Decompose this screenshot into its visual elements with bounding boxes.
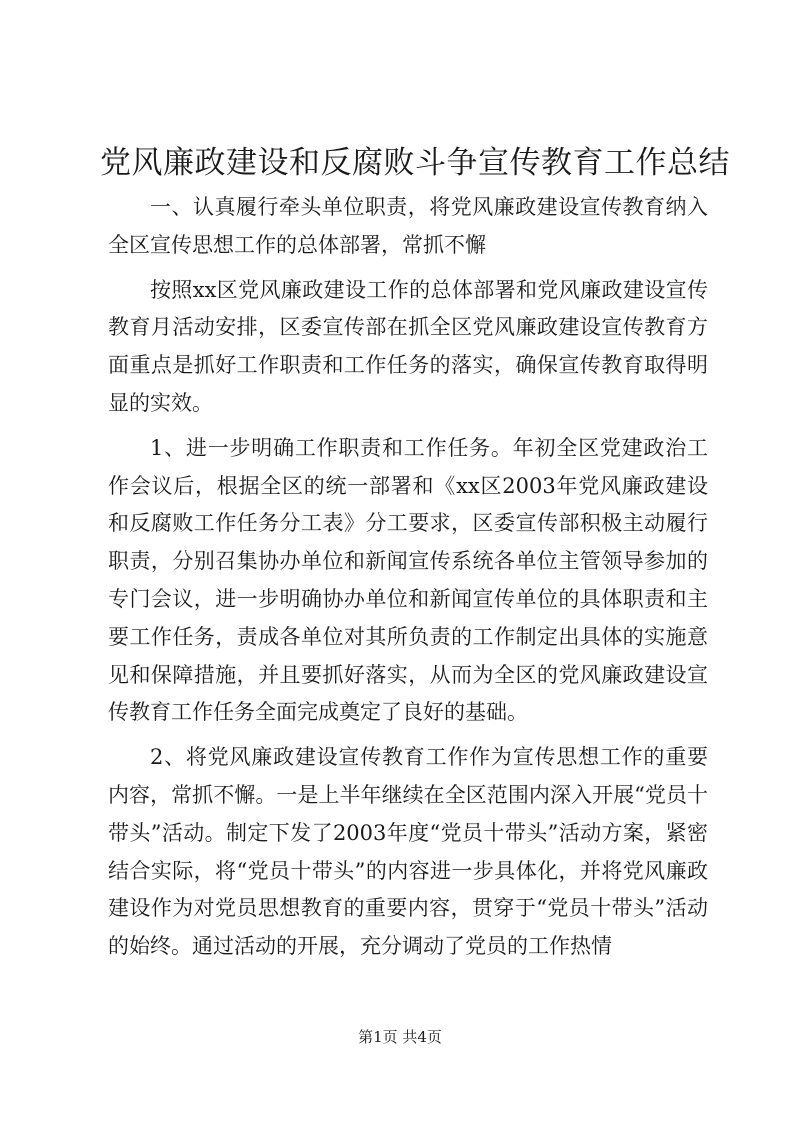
paragraph: 按照xx区党风廉政建设工作的总体部署和党风廉政建设宣传教育月活动安排，区委宣传部在抓全区党风廉政建设宣传教育方面重点是抓好工作职责和工作任务的落实，确保宣传教育取得明显的实效。 <box>108 277 708 415</box>
document-title: 党风廉政建设和反腐败斗争宣传教育工作总结 <box>100 145 730 181</box>
page-number: 第1页 共4页 <box>358 1028 442 1046</box>
page-footer <box>0 1027 800 1047</box>
document-body <box>108 189 708 973</box>
paragraph: 1、进一步明确工作职责和工作任务。年初全区党建政治工作会议后，根据全区的统一部署和《xx区2003年党风廉政建设和反腐败工作任务分工表》分工要求，区委宣传部积极主动履行职责，分别召集协办单位和新闻宣传系统各单位主管领导参加的专门会议，进一步明确协办单位和新闻宣传单位的具体职责和主要工作任务，责成各单位对其所负责的工作制定出具体的实施意见和保障措施，并且要抓好落实，从而为全区的党风廉政建设宣传教育工作任务全面完成奠定了良好的基础。 <box>108 435 708 725</box>
paragraph: 2、将党风廉政建设宣传教育工作作为宣传思想工作的重要内容，常抓不懈。一是上半年继续在全区范围内深入开展“党员十带头”活动。制定下发了2003年度“党员十带头”活动方案，紧密结合实际，将“党员十带头”的内容进一步具体化，并将党风廉政建设作为对党员思想教育的重要内容，贯穿于“党员十带头”活动的始终。通过活动的开展，充分调动了党员的工作热情 <box>108 745 708 959</box>
section-heading-1: 一、认真履行牵头单位职责，将党风廉政建设宣传教育纳入全区宣传思想工作的总体部署，常抓不懈 <box>108 195 708 257</box>
